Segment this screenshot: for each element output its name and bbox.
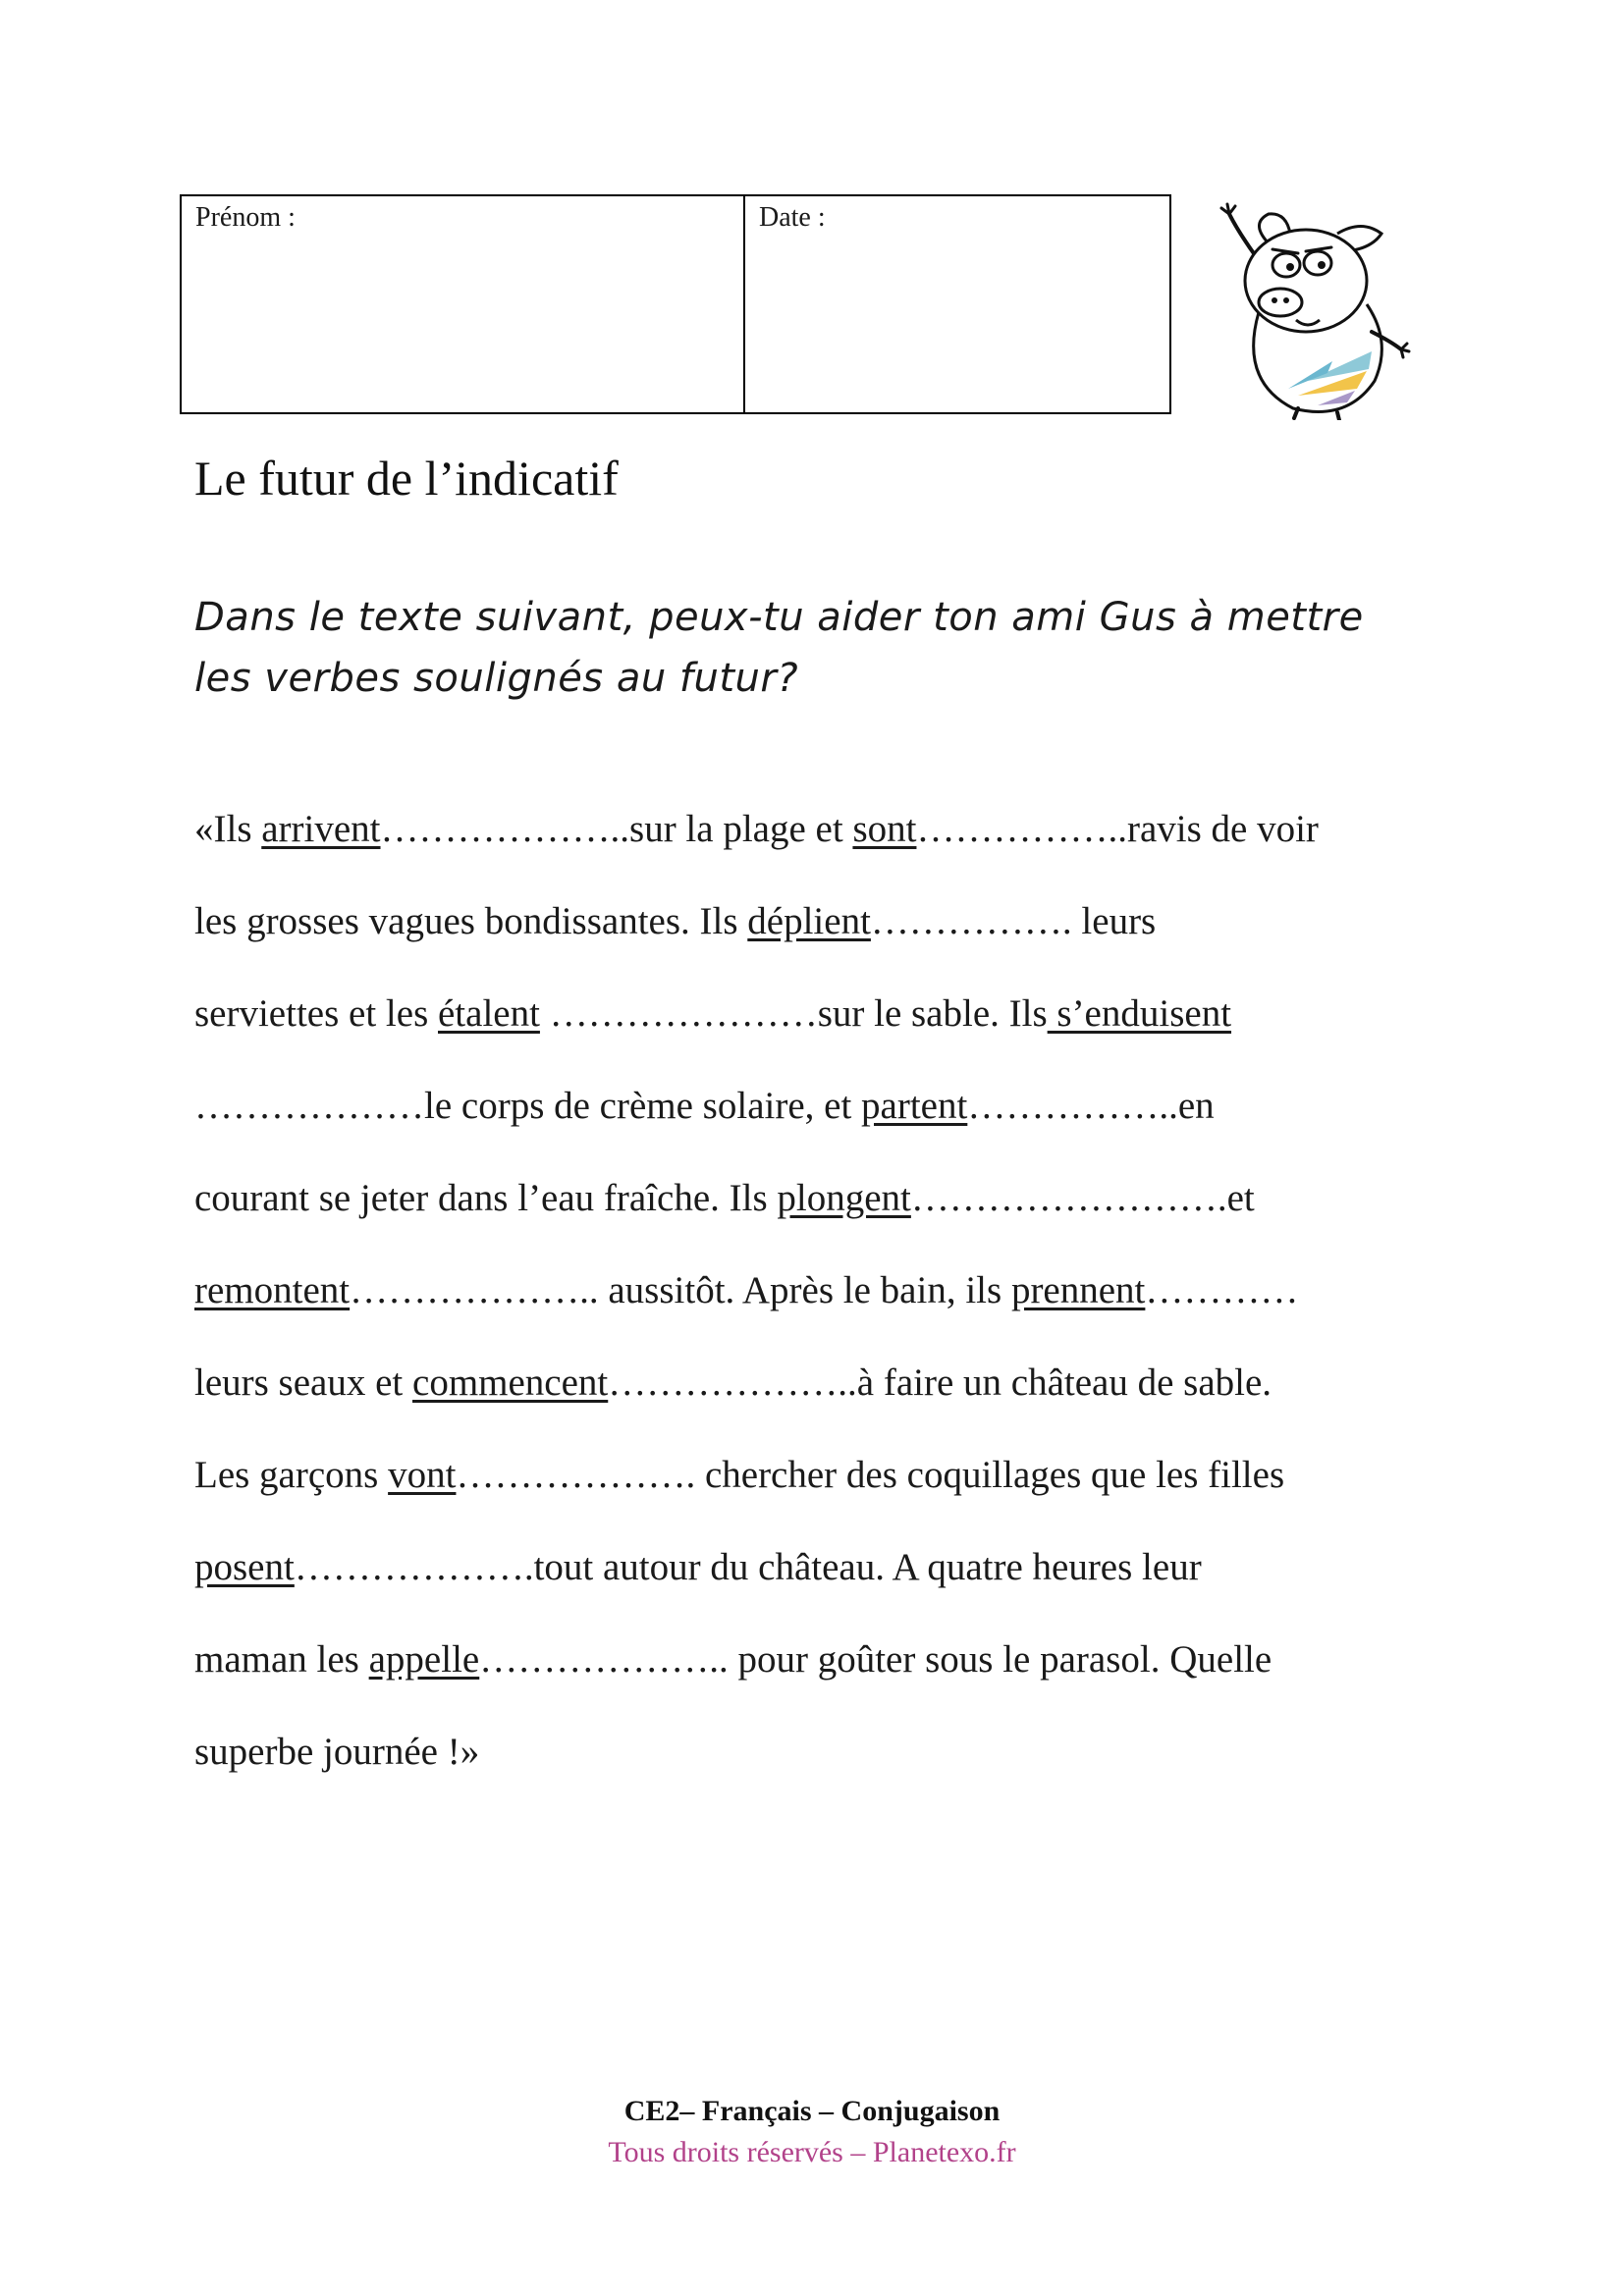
exercise-text-segment: superbe journée !» (194, 1731, 480, 1773)
exercise-text-segment: …………………sur le sable. Ils (539, 992, 1048, 1035)
exercise-text-segment: ……………….. aussitôt. Après le bain, ils (350, 1269, 1011, 1311)
underlined-verb: vont (388, 1454, 457, 1496)
exercise-text-segment: …………………….et (910, 1177, 1255, 1219)
exercise-line (194, 1152, 1461, 1245)
underlined-verb: étalent (438, 992, 540, 1035)
exercise-text (194, 783, 1461, 1798)
prenom-label: Prénom : (195, 202, 296, 233)
prenom-field[interactable] (182, 196, 745, 412)
instruction-text (194, 587, 1441, 709)
exercise-text-segment: ………………. chercher des coquillages que les filles (456, 1454, 1285, 1496)
exercise-line (194, 876, 1461, 968)
exercise-text-segment: ………… (1145, 1269, 1299, 1311)
exercise-line (194, 1614, 1461, 1706)
underlined-verb: remontent (194, 1269, 351, 1311)
gus-mascot-illustration (1200, 194, 1412, 420)
name-date-box (180, 194, 1171, 414)
underlined-verb: posent (194, 1546, 295, 1588)
exercise-text-segment: ……………..en (967, 1085, 1215, 1127)
exercise-line (194, 1245, 1461, 1337)
date-field[interactable] (745, 196, 1169, 412)
page-title: Le futur de l’indicatif (194, 451, 619, 506)
underlined-verb: partent (861, 1085, 968, 1127)
exercise-line (194, 1060, 1461, 1152)
exercise-text-segment: leurs seaux et (194, 1362, 413, 1404)
exercise-text-segment: Les garçons (194, 1454, 389, 1496)
exercise-line (194, 1429, 1461, 1522)
exercise-text-segment: ………………..sur la plage et (380, 808, 853, 850)
exercise-text-segment: ……………….tout autour du château. A quatre heures leur (294, 1546, 1202, 1588)
exercise-text-segment: ………………le corps de crème solaire, et (194, 1085, 862, 1127)
underlined-verb: plongent (777, 1177, 911, 1219)
exercise-text-segment: ……………..ravis de voir (916, 808, 1319, 850)
exercise-text-segment: serviettes et les (194, 992, 438, 1035)
instruction-line: les verbes soulignés au futur? (194, 656, 799, 701)
exercise-text-segment: maman les (194, 1638, 369, 1681)
exercise-line (194, 1522, 1461, 1614)
exercise-text-segment: courant se jeter dans l’eau fraîche. Ils (194, 1177, 778, 1219)
exercise-line (194, 783, 1461, 876)
exercise-text-segment: les grosses vagues bondissantes. Ils (194, 900, 748, 942)
exercise-text-segment: ……………. leurs (870, 900, 1157, 942)
exercise-text-segment: ………………..à faire un château de sable. (608, 1362, 1272, 1404)
underlined-verb: sont (852, 808, 917, 850)
exercise-text-segment: ……………….. pour goûter sous le parasol. Quelle (479, 1638, 1272, 1681)
footer-rights: Tous droits réservés – Planetexo.fr (608, 2136, 1016, 2168)
underlined-verb: prennent (1010, 1269, 1146, 1311)
underlined-verb: commencent (412, 1362, 609, 1404)
underlined-verb: s’enduisent (1047, 992, 1232, 1035)
instruction-line: Dans le texte suivant, peux-tu aider ton ami Gus à mettre (194, 595, 1364, 640)
exercise-line (194, 1337, 1461, 1429)
date-label: Date : (759, 202, 826, 233)
exercise-line (194, 1706, 1461, 1798)
footer-course: CE2– Français – Conjugaison (623, 2095, 1001, 2127)
exercise-text-segment: «Ils (194, 808, 262, 850)
underlined-verb: arrivent (261, 808, 381, 850)
underlined-verb: appelle (368, 1638, 480, 1681)
underlined-verb: déplient (747, 900, 871, 942)
exercise-line (194, 968, 1461, 1060)
